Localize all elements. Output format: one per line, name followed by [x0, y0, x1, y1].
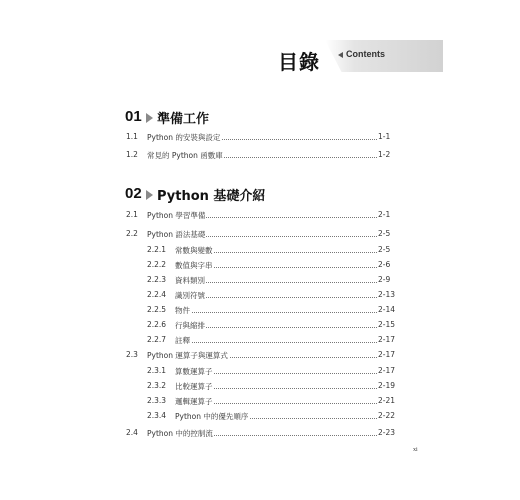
- entry-title: 識別符號: [175, 291, 205, 300]
- entry-number: 1.1: [126, 132, 138, 141]
- entry-title: Python 學習準備: [147, 211, 206, 220]
- toc-entry[interactable]: [0, 428, 520, 442]
- chapter-number: 02: [125, 185, 142, 202]
- entry-page: 2-17: [378, 335, 396, 344]
- entry-page: 2-15: [378, 320, 396, 329]
- contents-header: [0, 38, 520, 74]
- entry-number: 2.2.5: [147, 305, 167, 314]
- page-subtitle: Contents: [346, 49, 385, 59]
- toc-entry[interactable]: [0, 245, 520, 259]
- entry-number: 2.2.3: [147, 275, 167, 284]
- toc-entry[interactable]: [0, 229, 520, 243]
- entry-title: Python 的安裝與設定: [147, 133, 221, 142]
- toc-entry[interactable]: [0, 150, 520, 164]
- toc-entry[interactable]: [0, 275, 520, 289]
- chapter-title: Python 基礎介紹: [157, 189, 266, 204]
- toc-entry[interactable]: [0, 350, 520, 364]
- entry-page: 2-1: [378, 210, 391, 219]
- entry-title: Python 中的優先順序: [175, 412, 249, 421]
- entry-number: 2.3.4: [147, 411, 167, 420]
- page-number: xi: [413, 447, 418, 453]
- entry-number: 2.3: [126, 350, 138, 359]
- entry-page: 1-2: [378, 150, 391, 159]
- toc-entry[interactable]: [0, 210, 520, 224]
- entry-page: 2-5: [378, 229, 391, 238]
- toc-entry[interactable]: [0, 335, 520, 349]
- entry-title: 比較運算子: [175, 382, 213, 391]
- toc-entry[interactable]: [0, 366, 520, 380]
- entry-page: 2-17: [378, 366, 396, 375]
- entry-title: 數值與字串: [175, 261, 213, 270]
- entry-page: 2-23: [378, 428, 396, 437]
- entry-number: 2.3.3: [147, 396, 167, 405]
- entry-page: 2-13: [378, 290, 396, 299]
- entry-page: 2-19: [378, 381, 396, 390]
- entry-page: 2-14: [378, 305, 396, 314]
- entry-title: Python 中的控制流: [147, 429, 213, 438]
- entry-page: 1-1: [378, 132, 391, 141]
- entry-page: 2-5: [378, 245, 391, 254]
- entry-page: 2-17: [378, 350, 396, 359]
- entry-title: Python 語法基礎: [147, 230, 206, 239]
- entry-number: 2.2.2: [147, 260, 167, 269]
- entry-number: 2.2: [126, 229, 138, 238]
- toc-entry[interactable]: [0, 381, 520, 395]
- triangle-right-icon: [146, 113, 153, 123]
- chapter-number: 01: [125, 108, 142, 125]
- triangle-right-icon: [146, 190, 153, 200]
- entry-title: 常見的 Python 函數庫: [147, 151, 223, 160]
- entry-number: 2.1: [126, 210, 138, 219]
- entry-title: 資料類別: [175, 276, 205, 285]
- entry-title: 算數運算子: [175, 367, 213, 376]
- entry-number: 1.2: [126, 150, 138, 159]
- toc-entry[interactable]: [0, 411, 520, 425]
- entry-page: 2-9: [378, 275, 391, 284]
- entry-number: 2.4: [126, 428, 138, 437]
- entry-number: 2.3.1: [147, 366, 167, 375]
- dot-leader: [175, 312, 377, 313]
- entry-number: 2.2.4: [147, 290, 167, 299]
- toc-entry[interactable]: [0, 132, 520, 146]
- toc-entry[interactable]: [0, 290, 520, 304]
- toc-entry[interactable]: [0, 320, 520, 334]
- entry-number: 2.2.6: [147, 320, 167, 329]
- entry-title: 行與縮排: [175, 321, 205, 330]
- dot-leader: [175, 342, 377, 343]
- entry-title: 物件: [175, 306, 190, 315]
- entry-page: 2-22: [378, 411, 396, 420]
- entry-number: 2.2.7: [147, 335, 167, 344]
- entry-page: 2-21: [378, 396, 396, 405]
- toc-entry[interactable]: [0, 260, 520, 274]
- toc-entry[interactable]: [0, 305, 520, 319]
- entry-number: 2.2.1: [147, 245, 167, 254]
- entry-title: 註釋: [175, 336, 190, 345]
- entry-title: 邏輯運算子: [175, 397, 213, 406]
- entry-number: 2.3.2: [147, 381, 167, 390]
- chapter-title: 準備工作: [157, 112, 210, 127]
- entry-title: Python 運算子與運算式: [147, 351, 228, 360]
- triangle-left-icon: [338, 52, 343, 58]
- entry-title: 常數與變數: [175, 246, 213, 255]
- toc-entry[interactable]: [0, 396, 520, 410]
- page-title: 目錄: [278, 50, 320, 74]
- entry-page: 2-6: [378, 260, 391, 269]
